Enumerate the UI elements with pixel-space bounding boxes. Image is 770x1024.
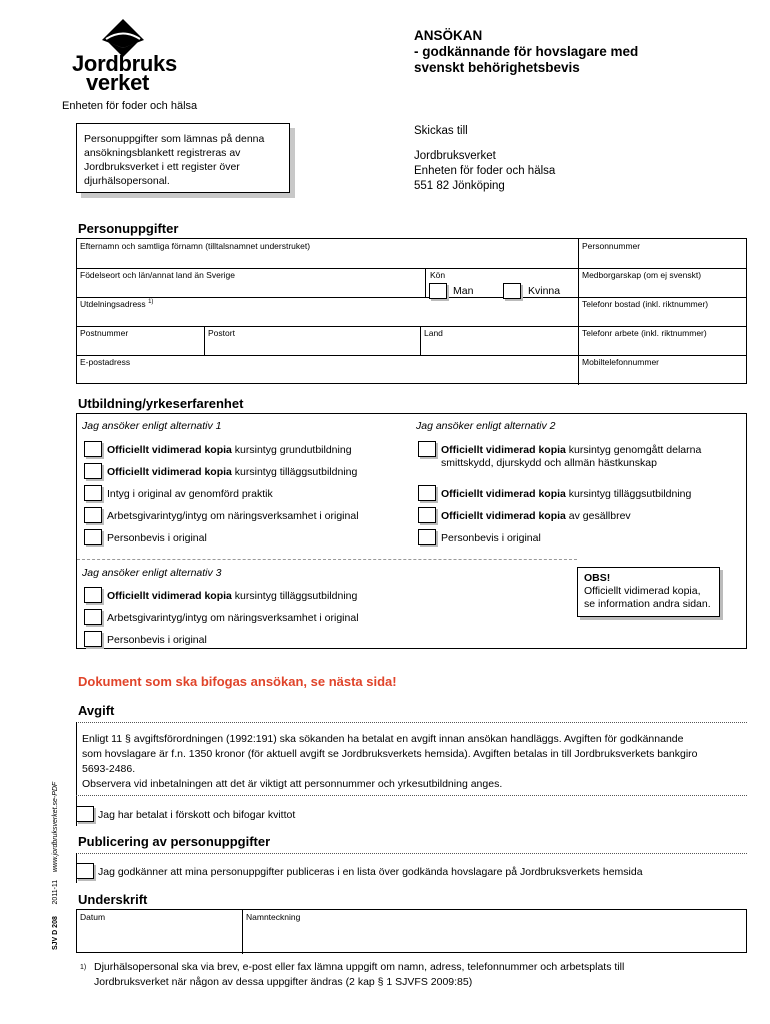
- footnote-line2: Jordbruksverket när någon av dessa uppgifter ändras (2 kap § 1 SJVFS 2009:85): [94, 976, 473, 988]
- alt1-opt2-checkbox[interactable]: [84, 463, 102, 479]
- attachments-warning: Dokument som ska bifogas ansökan, se nästa sida!: [78, 674, 397, 689]
- alt1-opt5-label: Personbevis i original: [107, 532, 207, 544]
- mobile-label: Mobiltelefonnummer: [582, 357, 660, 367]
- alt1-opt1-bold: Officiellt vidimerad kopia: [107, 444, 232, 456]
- alt1-opt2-rest: kursintyg tilläggsutbildning: [231, 466, 358, 478]
- obs-line1: Officiellt vidimerad kopia,: [584, 585, 701, 597]
- fee-line4: Observera vid inbetalningen att det är viktigt att personnummer och yrkesutbildning anges.: [82, 778, 503, 790]
- alt1-opt4-label: Arbetsgivarintyg/intyg om näringsverksamhet i original: [107, 510, 359, 522]
- info-line2: ansökningsblankett registreras av: [84, 147, 241, 159]
- alt1-opt2-label: [107, 466, 357, 479]
- date-field[interactable]: [77, 910, 242, 952]
- alt1-opt3-checkbox[interactable]: [84, 485, 102, 501]
- alt3-label: Jag ansöker enligt alternativ 3: [82, 567, 222, 579]
- logo-line2: verket: [86, 70, 150, 95]
- alt2-opt3-checkbox[interactable]: [418, 507, 436, 523]
- sex-woman-label: Kvinna: [528, 285, 561, 297]
- date-label: Datum: [80, 912, 106, 922]
- signature-form: [76, 909, 747, 953]
- signature-name-field[interactable]: [243, 910, 746, 952]
- country-label: Land: [424, 328, 443, 338]
- address-label: Utdelningsadress: [80, 299, 146, 309]
- alt3-opt3-checkbox[interactable]: [84, 631, 102, 647]
- form-id: SJV D 208: [52, 916, 59, 950]
- city-label: Postort: [208, 328, 235, 338]
- footnote: [80, 960, 750, 990]
- info-line3: Jordbruksverket i ett register över: [84, 161, 240, 173]
- alt2-opt2-label: [441, 488, 691, 501]
- alt2-opt1-checkbox[interactable]: [418, 441, 436, 457]
- alt2-opt1-bold: Officiellt vidimerad kopia: [441, 444, 566, 456]
- publication-consent-label: Jag godkänner att mina personuppgifter publiceras i en lista över godkända hovslagare på Jordbruksverkets hemsida: [98, 866, 643, 878]
- obs-title: OBS!: [584, 572, 611, 584]
- send-to-line3: 551 82 Jönköping: [414, 180, 505, 192]
- fee-line3: 5693-2486.: [82, 763, 136, 775]
- alt2-opt4-label: Personbevis i original: [441, 532, 541, 544]
- page-title: [414, 28, 638, 76]
- personnummer-label: Personnummer: [582, 241, 641, 251]
- personal-info-form: [76, 238, 747, 384]
- alt2-opt1-rest: kursintyg genomgått delarna: [565, 444, 702, 456]
- alt3-opt1-bold: Officiellt vidimerad kopia: [107, 590, 232, 602]
- fee-paid-checkbox[interactable]: [76, 806, 94, 822]
- alt1-opt2-bold: Officiellt vidimerad kopia: [107, 466, 232, 478]
- info-line4: djurhälsopersonal.: [84, 175, 170, 187]
- alt2-opt1-line2: smittskydd, djurskydd och allmän hästkunskap: [441, 457, 657, 469]
- alt2-opt4-checkbox[interactable]: [418, 529, 436, 545]
- logo-line1: Jordbruks: [72, 51, 177, 76]
- birthplace-field[interactable]: [77, 268, 425, 297]
- send-to-label: Skickas till: [414, 125, 468, 137]
- alt2-opt2-rest: kursintyg tilläggsutbildning: [565, 488, 692, 500]
- birthplace-label: Födelseort och län/annat land än Sverige: [80, 270, 235, 280]
- sex-man-label: Man: [453, 285, 474, 297]
- send-to-line1: Jordbruksverket: [414, 150, 496, 162]
- title-line1: ANSÖKAN: [414, 28, 483, 43]
- address-field[interactable]: [77, 297, 417, 326]
- address-footnote-marker: 1): [148, 299, 154, 306]
- alt1-opt1-label: [107, 444, 352, 457]
- education-section-title: Utbildning/yrkeserfarenhet: [78, 396, 244, 411]
- form-date: 2011-11: [52, 879, 59, 905]
- alt2-label: Jag ansöker enligt alternativ 2: [416, 420, 556, 432]
- personal-section-title: Personuppgifter: [78, 221, 179, 236]
- signature-name-label: Namnteckning: [246, 912, 301, 922]
- city-field[interactable]: [205, 326, 420, 355]
- footnote-marker: 1): [80, 964, 87, 971]
- email-field[interactable]: [77, 355, 577, 384]
- fee-paragraph: [82, 732, 742, 792]
- name-field[interactable]: [77, 239, 577, 268]
- alt3-opt1-rest: kursintyg tilläggsutbildning: [231, 590, 358, 602]
- alt2-opt1-label: [441, 444, 701, 470]
- fee-line1: Enligt 11 § avgiftsförordningen (1992:191) ska sökanden ha betalat en avgift innan ansökan handläggs. Avgiften för godkännande: [82, 733, 684, 745]
- alt3-opt2-checkbox[interactable]: [84, 609, 102, 625]
- phone-work-field[interactable]: [579, 326, 746, 355]
- sex-woman-checkbox[interactable]: [503, 283, 521, 299]
- alt3-opt3-label: Personbevis i original: [107, 634, 207, 646]
- unit-name: Enheten för foder och hälsa: [62, 100, 198, 112]
- alt2-opt3-rest: av gesällbrev: [565, 510, 631, 522]
- signature-section-title: Underskrift: [78, 892, 148, 907]
- country-field[interactable]: [421, 326, 578, 355]
- phone-home-label: Telefonr bostad (inkl. riktnummer): [582, 299, 709, 309]
- alt2-opt3-label: [441, 510, 631, 523]
- send-to-address: [414, 124, 555, 194]
- publication-section-title: Publicering av personuppgifter: [78, 834, 271, 849]
- fee-section-title: Avgift: [78, 703, 115, 718]
- alt2-opt2-bold: Officiellt vidimerad kopia: [441, 488, 566, 500]
- obs-notice: [577, 567, 720, 617]
- alt1-opt1-rest: kursintyg grundutbildning: [231, 444, 352, 456]
- alt3-opt1-checkbox[interactable]: [84, 587, 102, 603]
- info-line1: Personuppgifter som lämnas på denna: [84, 133, 265, 145]
- title-line2: - godkännande för hovslagare med: [414, 44, 639, 59]
- phone-work-label: Telefonr arbete (inkl. riktnummer): [582, 328, 707, 338]
- title-line3: svenskt behörighetsbevis: [414, 60, 580, 75]
- citizenship-label: Medborgarskap (om ej svenskt): [582, 270, 702, 280]
- alt2-opt2-checkbox[interactable]: [418, 485, 436, 501]
- fee-paid-label: Jag har betalat i förskott och bifogar kvittot: [98, 809, 296, 821]
- mobile-field[interactable]: [579, 355, 746, 384]
- alt3-opt2-label: Arbetsgivarintyg/intyg om näringsverksamhet i original: [107, 612, 359, 624]
- alt1-opt1-checkbox[interactable]: [84, 441, 102, 457]
- form-id-sidebar: [52, 782, 59, 950]
- alt1-opt3-label: Intyg i original av genomförd praktik: [107, 488, 273, 500]
- postal-code-label: Postnummer: [80, 328, 129, 338]
- postal-code-field[interactable]: [77, 326, 204, 355]
- alt3-opt1-label: [107, 590, 357, 603]
- privacy-info-box: [76, 123, 290, 193]
- name-label: Efternamn och samtliga förnamn (tilltalsnamnet understruket): [80, 241, 311, 251]
- citizenship-field[interactable]: [579, 268, 746, 297]
- footnote-line1: Djurhälsopersonal ska via brev, e-post eller fax lämna uppgift om namn, adress, telefonnummer och arbetsplats till: [94, 961, 625, 973]
- sex-man-checkbox[interactable]: [429, 283, 447, 299]
- logo-wordmark: [72, 51, 177, 95]
- send-to-line2: Enheten för foder och hälsa: [414, 165, 556, 177]
- publication-consent-checkbox[interactable]: [76, 863, 94, 879]
- alt1-opt4-checkbox[interactable]: [84, 507, 102, 523]
- email-label: E-postadress: [80, 357, 131, 367]
- phone-home-field[interactable]: [579, 297, 746, 326]
- alt1-opt5-checkbox[interactable]: [84, 529, 102, 545]
- personnummer-field[interactable]: [579, 239, 746, 268]
- fee-line2: som hovslagare är f.n. 1350 kronor (för aktuell avgift se Jordbruksverkets hemsida). Avgiften betalas in till Jordbruksverkets bankgiro: [82, 748, 698, 760]
- alt1-label: Jag ansöker enligt alternativ 1: [82, 420, 222, 432]
- form-url: www.jordbruksverket.se-PDF: [52, 781, 59, 873]
- sex-label: Kön: [430, 270, 446, 280]
- obs-line2: se information andra sidan.: [584, 598, 711, 610]
- alt2-opt3-bold: Officiellt vidimerad kopia: [441, 510, 566, 522]
